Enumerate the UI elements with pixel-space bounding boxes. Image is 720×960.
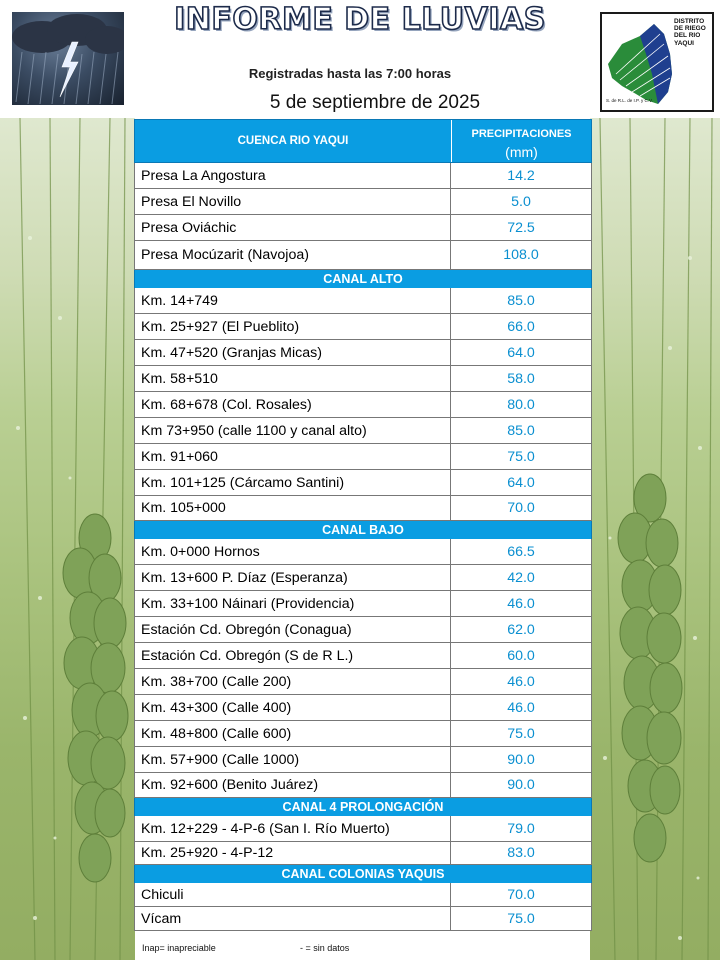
station-name: Presa Mocúzarit (Navojoa) <box>135 241 451 269</box>
station-name: Km. 12+229 - 4-P-6 (San I. Río Muerto) <box>135 816 451 841</box>
station-value: 85.0 <box>507 292 535 309</box>
station-name: Km. 48+800 (Calle 600) <box>135 721 451 746</box>
footnote-inap: Inap= inapreciable <box>142 943 216 953</box>
station-value: 79.0 <box>507 820 535 837</box>
station-value: 85.0 <box>507 422 535 439</box>
table-row <box>134 444 592 470</box>
storm-cloud-image <box>12 12 124 105</box>
station-name: Chiculi <box>135 883 451 906</box>
station-value: 64.0 <box>507 474 535 491</box>
table-header <box>134 119 592 163</box>
station-name: Presa Oviáchic <box>135 215 451 240</box>
table-row <box>134 883 592 907</box>
section-canal-bajo: CANAL BAJO <box>134 521 592 539</box>
station-value: 14.2 <box>507 167 535 184</box>
table-row <box>134 721 592 747</box>
station-name: Vícam <box>135 907 451 930</box>
station-value: 46.0 <box>507 595 535 612</box>
station-name: Km. 13+600 P. Díaz (Esperanza) <box>135 565 451 590</box>
station-name: Km. 92+600 (Benito Juárez) <box>135 773 451 797</box>
station-value: 66.0 <box>507 318 535 335</box>
storm-lightning-icon <box>12 12 124 105</box>
table-row <box>134 418 592 444</box>
station-name: Km. 105+000 <box>135 496 451 520</box>
table-row <box>134 695 592 721</box>
station-name: Estación Cd. Obregón (S de R L.) <box>135 643 451 668</box>
table-row <box>134 241 592 270</box>
table-row <box>134 470 592 496</box>
station-value: 72.5 <box>507 219 535 236</box>
station-value: 75.0 <box>507 725 535 742</box>
table-row <box>134 366 592 392</box>
station-value: 42.0 <box>507 569 535 586</box>
table-row <box>134 189 592 215</box>
station-name: Km. 0+000 Hornos <box>135 539 451 564</box>
table-row <box>134 539 592 565</box>
table-row <box>134 669 592 695</box>
station-value: 108.0 <box>503 247 539 263</box>
table-row <box>134 907 592 931</box>
station-name: Estación Cd. Obregón (Conagua) <box>135 617 451 642</box>
page-title: INFORME DE LLUVIAS <box>174 2 546 37</box>
table-row <box>134 496 592 521</box>
section-canal-4-prolongacion: CANAL 4 PROLONGACIÓN <box>134 798 592 816</box>
station-value: 66.5 <box>507 543 535 560</box>
station-name: Presa El Novillo <box>135 189 451 214</box>
wheat-background-left <box>0 118 135 960</box>
wheat-ear-icon <box>0 118 135 960</box>
table-row <box>134 565 592 591</box>
table-row <box>134 816 592 842</box>
header-cuenca: CUENCA RIO YAQUI <box>237 135 349 147</box>
station-value: 70.0 <box>507 886 535 903</box>
station-name: Km. 43+300 (Calle 400) <box>135 695 451 720</box>
station-value: 75.0 <box>507 910 535 927</box>
station-value: 46.0 <box>507 673 535 690</box>
station-name: Km. 47+520 (Granjas Micas) <box>135 340 451 365</box>
table-row <box>134 773 592 798</box>
station-value: 90.0 <box>507 751 535 768</box>
table-row <box>134 591 592 617</box>
station-value: 90.0 <box>507 777 535 793</box>
station-name: Km. 101+125 (Cárcamo Santini) <box>135 470 451 495</box>
wheat-ear-icon <box>590 118 720 960</box>
table-row <box>134 288 592 314</box>
table-row <box>134 643 592 669</box>
station-name: Presa La Angostura <box>135 163 451 188</box>
station-name: Km. 14+749 <box>135 288 451 313</box>
table-row <box>134 314 592 340</box>
station-name: Km. 38+700 (Calle 200) <box>135 669 451 694</box>
station-value: 75.0 <box>507 448 535 465</box>
station-name: Km. 68+678 (Col. Rosales) <box>135 392 451 417</box>
station-name: Km. 25+920 - 4-P-12 <box>135 842 451 864</box>
table-row <box>134 163 592 189</box>
table-row <box>134 747 592 773</box>
station-name: Km 73+950 (calle 1100 y canal alto) <box>135 418 451 443</box>
table-row <box>134 617 592 643</box>
district-logo <box>600 12 714 112</box>
logo-footer: S. de R.L. de I.P. y C.V. <box>606 98 653 103</box>
report-date: 5 de septiembre de 2025 <box>269 92 481 113</box>
station-value: 5.0 <box>511 193 531 210</box>
station-value: 70.0 <box>507 500 535 516</box>
table-row <box>134 340 592 366</box>
table-row <box>134 215 592 241</box>
station-name: Km. 91+060 <box>135 444 451 469</box>
header-precipitaciones: PRECIPITACIONES (mm) <box>451 120 591 162</box>
station-value: 80.0 <box>507 396 535 413</box>
station-name: Km. 25+927 (El Pueblito) <box>135 314 451 339</box>
section-canal-alto: CANAL ALTO <box>134 270 592 288</box>
table-row <box>134 842 592 865</box>
station-value: 64.0 <box>507 344 535 361</box>
wheat-background-right <box>590 118 720 960</box>
rainfall-table <box>134 119 592 931</box>
station-value: 83.0 <box>507 845 535 861</box>
station-value: 60.0 <box>507 647 535 664</box>
station-name: Km. 33+100 Náinari (Providencia) <box>135 591 451 616</box>
station-name: Km. 57+900 (Calle 1000) <box>135 747 451 772</box>
logo-text: DISTRITO DE RIEGO DEL RIO YAQUI <box>674 18 706 47</box>
section-canal-colonias-yaquis: CANAL COLONIAS YAQUIS <box>134 865 592 883</box>
station-value: 62.0 <box>507 621 535 638</box>
station-value: 58.0 <box>507 370 535 387</box>
footnote-sin-datos: - = sin datos <box>300 943 350 953</box>
station-value: 46.0 <box>507 699 535 716</box>
station-name: Km. 58+510 <box>135 366 451 391</box>
report-subtitle: Registradas hasta las 7:00 horas <box>248 66 452 81</box>
table-row <box>134 392 592 418</box>
